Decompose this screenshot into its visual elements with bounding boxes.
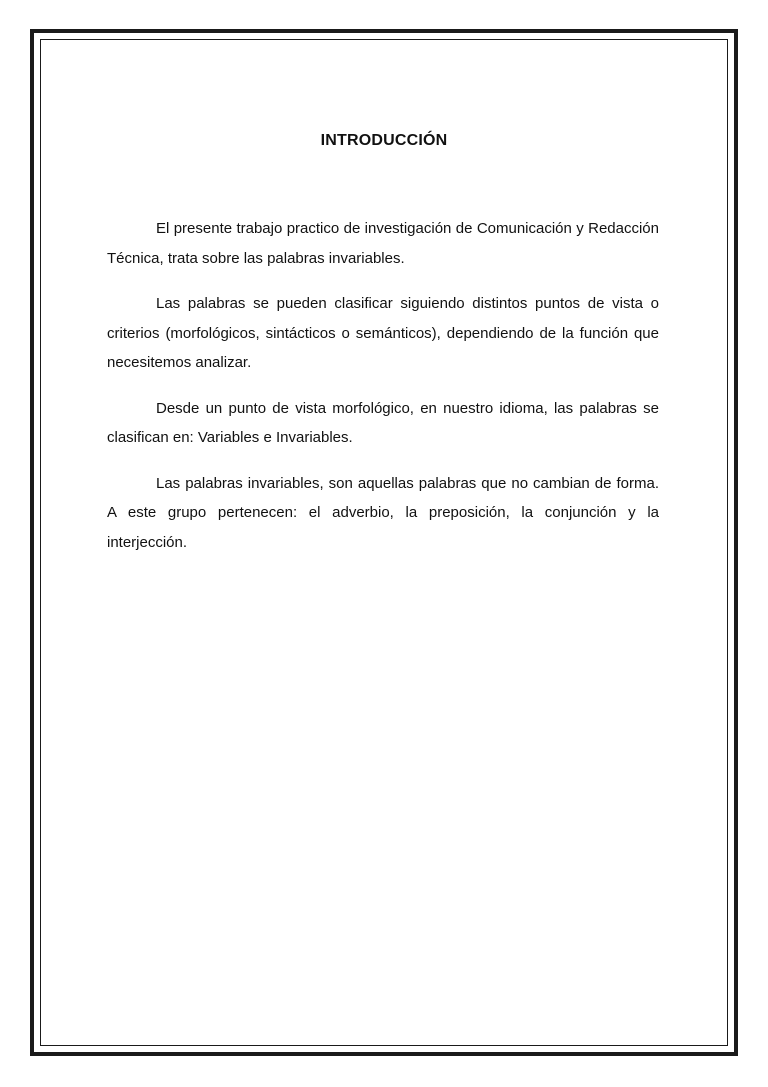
paragraph-1: El presente trabajo practico de investigación de Comunicación y Redacción Técnica, trata sobre las palabras invariables.: [107, 220, 659, 267]
paragraph-3: Desde un punto de vista morfológico, en nuestro idioma, las palabras se clasifican en: Variables e Invariables.: [107, 399, 659, 446]
paragraph-4: Las palabras invariables, son aquellas palabras que no cambian de forma. A este grupo pertenecen: el adverbio, la preposición, la conjunción y la interjección.: [107, 474, 659, 551]
paragraph-2: Las palabras se pueden clasificar siguiendo distintos puntos de vista o criterios (morfológicos, sintácticos o semánticos), dependiendo de la función que necesitemos analizar.: [107, 295, 659, 371]
page-title: INTRODUCCIÓN: [320, 132, 448, 149]
document-body: [107, 214, 659, 573]
